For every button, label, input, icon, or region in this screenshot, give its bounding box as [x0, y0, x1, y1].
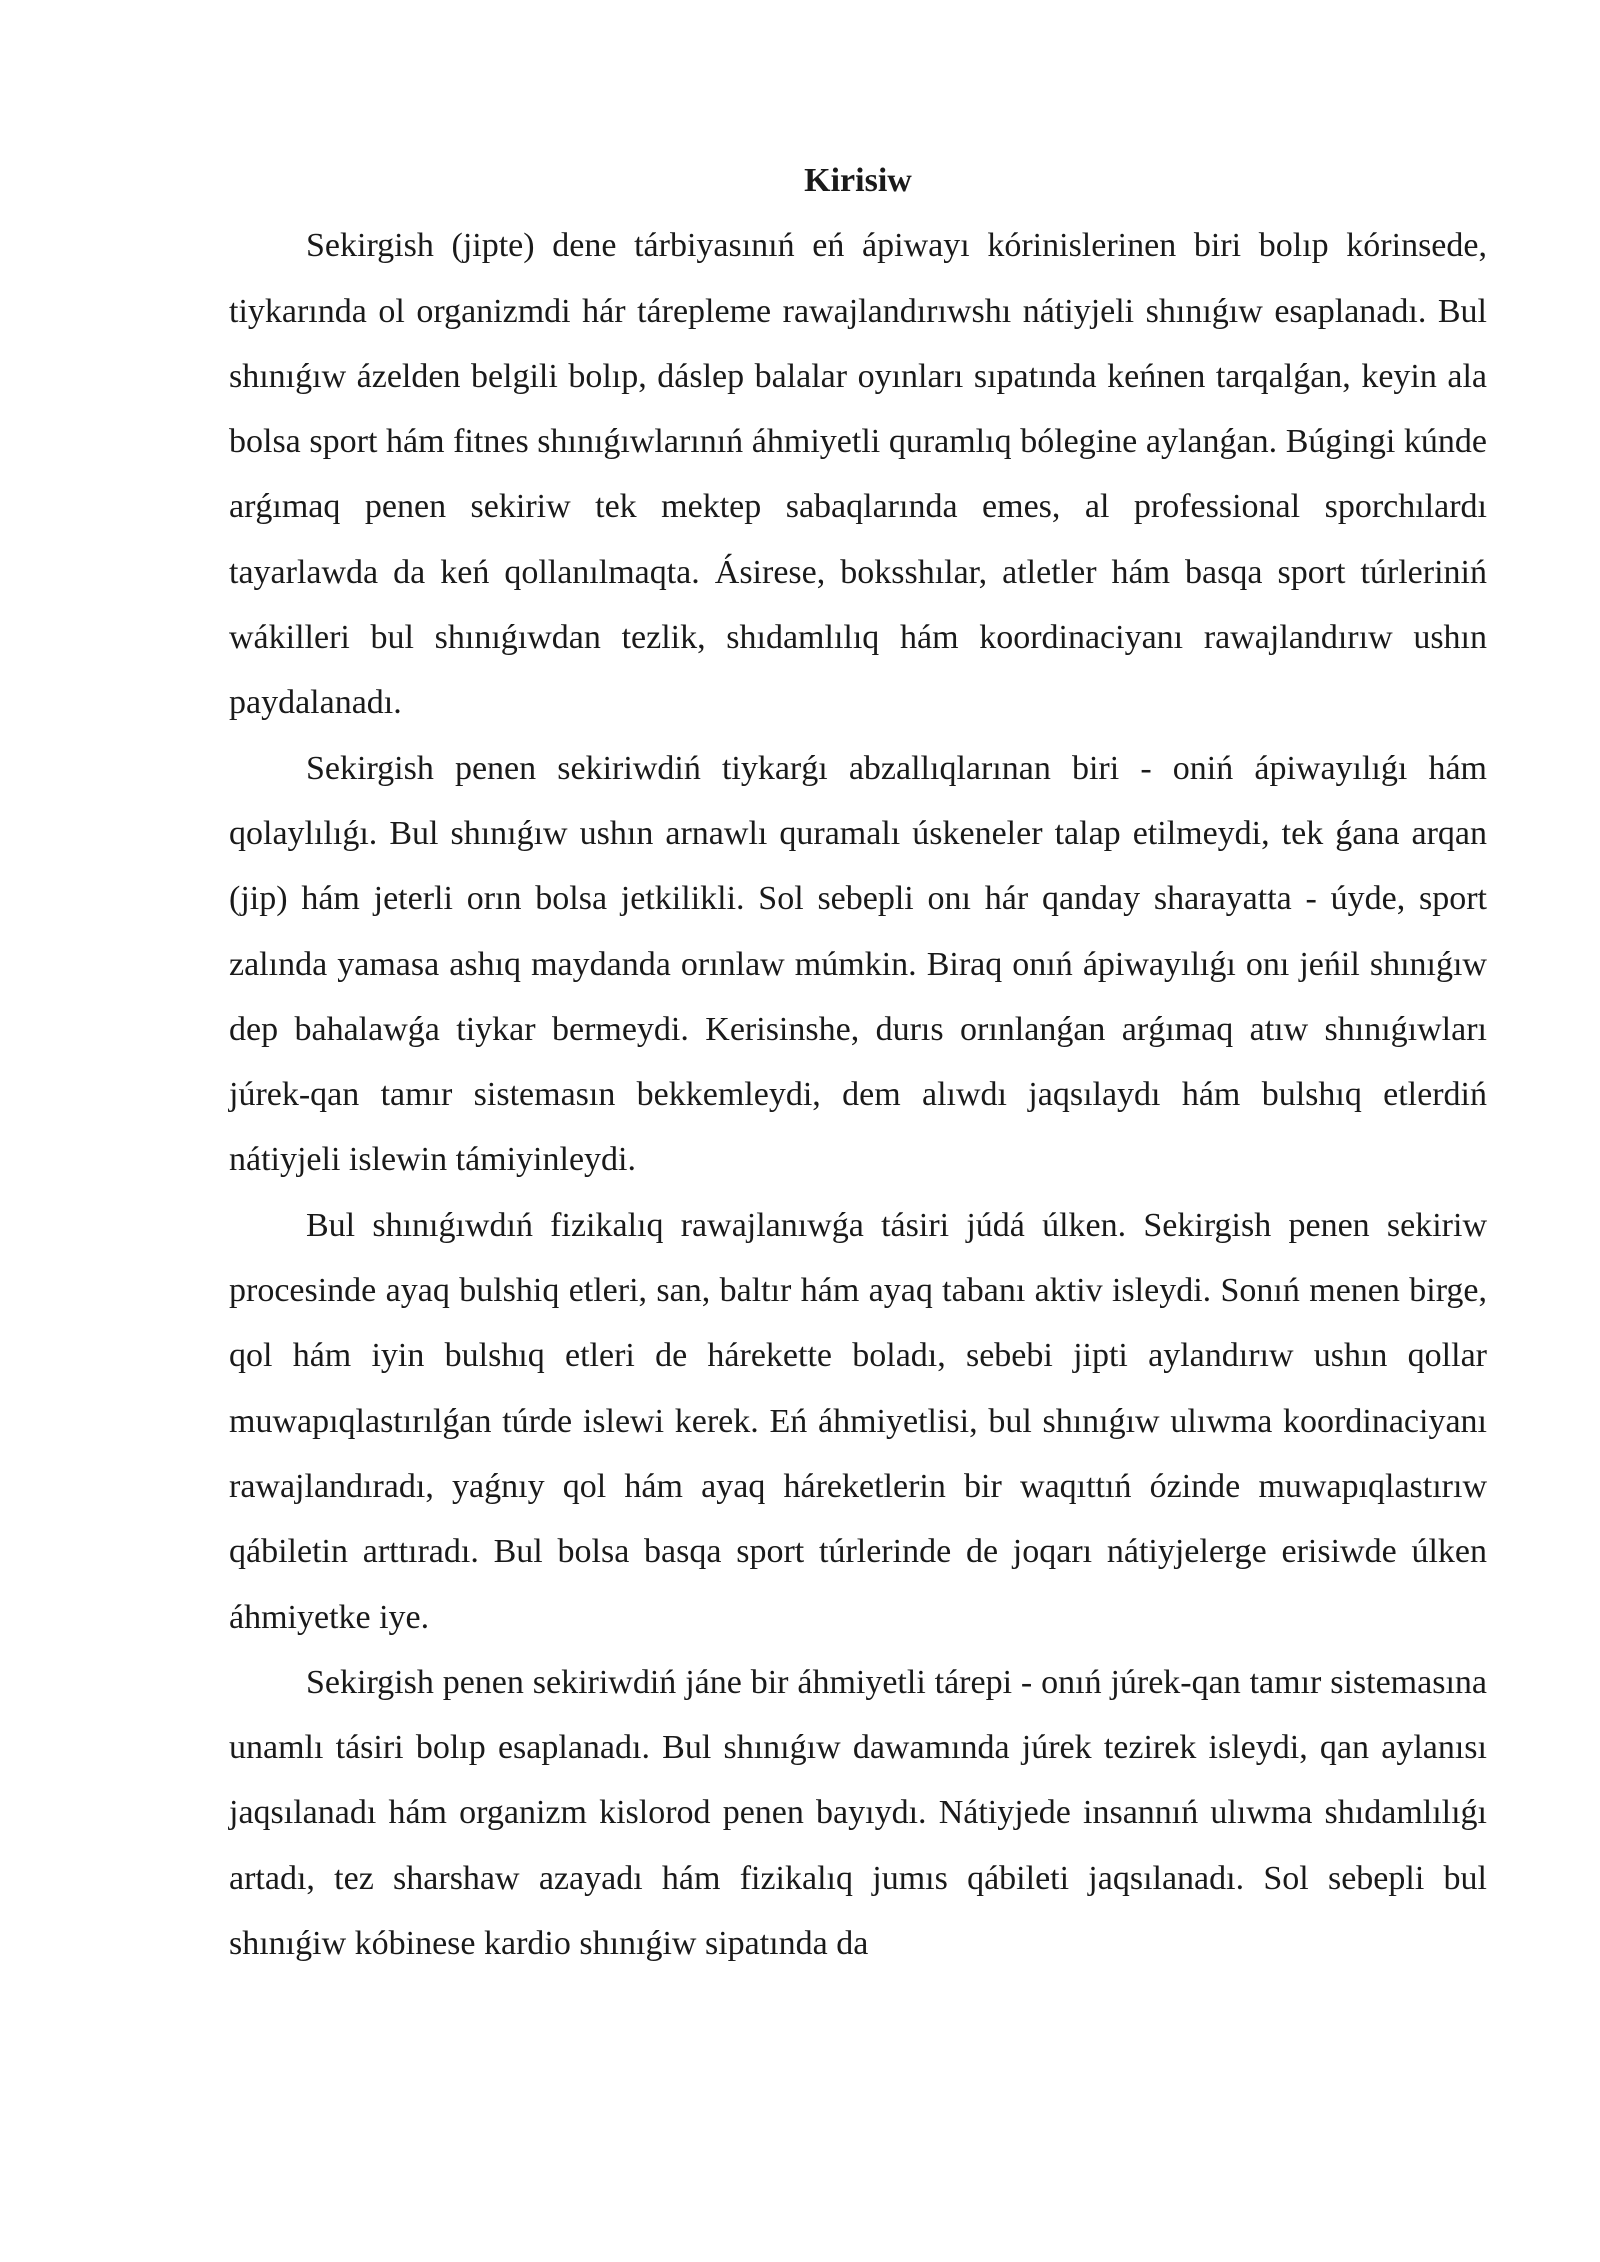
- paragraph-1: Sekirgish (jipte) dene tárbiyasınıń eń ápiwayı kórinislerinen biri bolıp kórinsede, tiykarında ol organizmdi hár tárepleme rawajlandırıwshı nátiyjeli shınıǵıw esaplanadı. Bul shınıǵıw ázelden belgili bolıp, dáslep balalar oyınları sıpatında keńnen tarqalǵan, keyin ala bolsa sport hám fitnes shınıǵıwlarınıń áhmiyetli quramlıq bólegine aylanǵan. Búgingi kúnde arǵımaq penen sekiriw tek mektep sabaqlarında emes, al professional sporchılardı tayarlawda da keń qollanılmaqta. Ásirese, boksshılar, atletler hám basqa sport túrleriniń wákilleri bul shınıǵıwdan tezlik, shıdamlılıq hám koordinaciyanı rawajlandırıw ushın paydalanadı.: [229, 227, 1487, 722]
- paragraph-3: Bul shınıǵıwdıń fizikalıq rawajlanıwǵa tásiri júdá úlken. Sekirgish penen sekiriw procesinde ayaq bulshiq etleri, san, baltır hám ayaq tabanı aktiv isleydi. Sonıń menen birge, qol hám iyin bulshıq etleri de hárekette boladı, sebebi jipti aylandırıw ushın qollar muwapıqlastırılǵan túrde islewi kerek. Eń áhmiyetlisi, bul shınıǵıw ulıwma koordinaciyanı rawajlandıradı, yaǵnıy qol hám ayaq háreketlerin bir waqıttıń ózinde muwapıqlastırıw qábiletin arttıradı. Bul bolsa basqa sport túrlerinde de joqarı nátiyjelerge erisiwde úlken áhmiyetke iye.: [229, 1206, 1487, 1636]
- document-body: [229, 148, 1487, 1976]
- paragraph-2: Sekirgish penen sekiriwdiń tiykarǵı abzallıqlarınan biri - oniń ápiwayılıǵı hám qolaylılıǵı. Bul shınıǵıw ushın arnawlı quramalı úskeneler talap etilmeydi, tek ǵana arqan (jip) hám jeterli orın bolsa jetkilikli. Sol sebepli onı hár qanday sharayatta - úyde, sport zalında yamasa ashıq maydanda orınlaw múmkin. Biraq onıń ápiwayılıǵı onı jeńil shınıǵıw dep bahalawǵa tiykar bermeydi. Kerisinshe, durıs orınlanǵan arǵımaq atıw shınıǵıwları júrek-qan tamır sistemasın bekkemleydi, dem alıwdı jaqsılaydı hám bulshıq etlerdiń nátiyjeli islewin támiyinleydi.: [229, 749, 1487, 1179]
- page-title: Kirisiw: [804, 162, 912, 199]
- paragraph-4: Sekirgish penen sekiriwdiń jáne bir áhmiyetli tárepi - onıń júrek-qan tamır sistemasına unamlı tásiri bolıp esaplanadı. Bul shınıǵıw dawamında júrek tezirek isleydi, qan aylanısı jaqsılanadı hám organizm kislorod penen bayıydı. Nátiyjede insannıń ulıwma shıdamlılıǵı artadı, tez sharshaw azayadı hám fizikalıq jumıs qábileti jaqsılanadı. Sol sebepli bul shınıǵiw kóbinese kardio shınıǵiw sipatında da: [229, 1663, 1487, 1963]
